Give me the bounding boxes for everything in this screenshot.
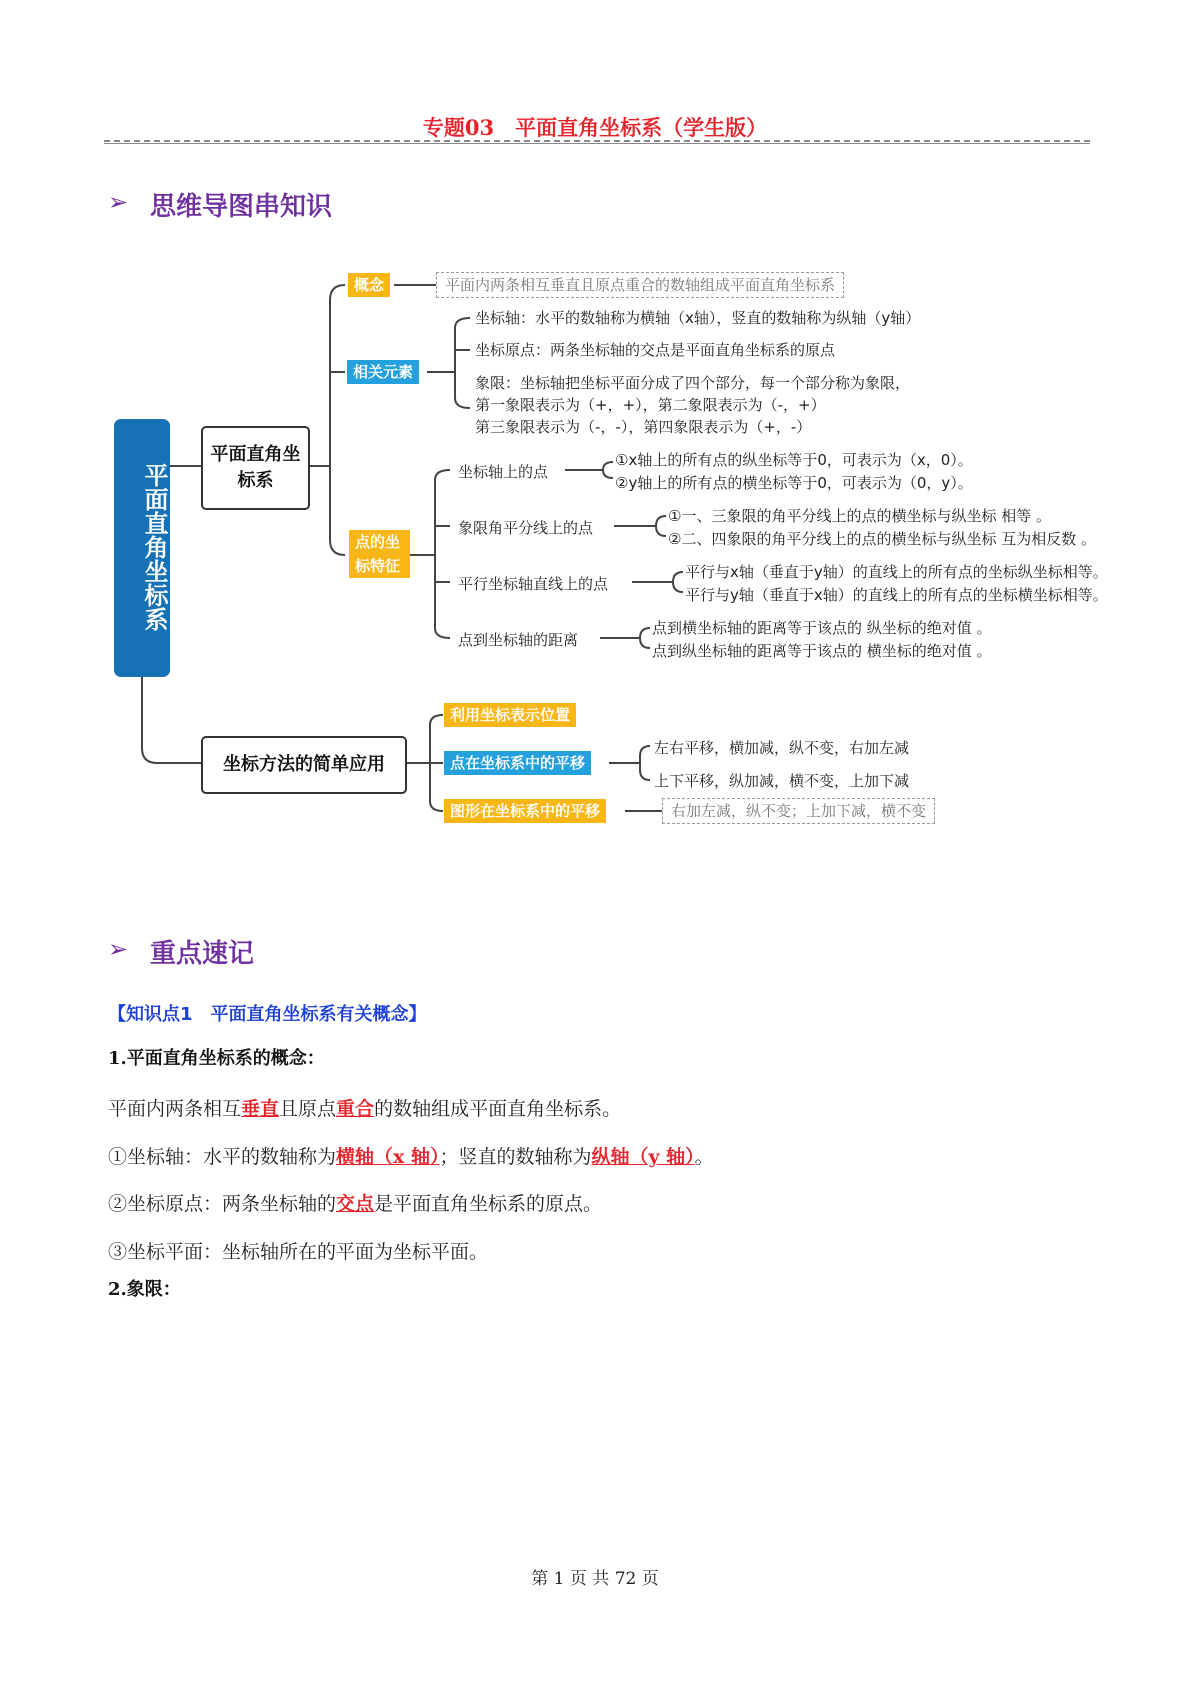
mindmap-box-coordinate-system: 平面直角坐标系 bbox=[201, 426, 310, 510]
mindmap-box-applications: 坐标方法的简单应用 bbox=[201, 736, 407, 794]
feature-detail: ②二、四象限的角平分线上的点的横坐标与纵坐标 互为相反数 。 bbox=[668, 530, 1096, 548]
tag-related-elements: 相关元素 bbox=[347, 360, 419, 384]
feature-detail: ①x轴上的所有点的纵坐标等于0，可表示为（x，0）。 bbox=[615, 451, 973, 469]
plane-sentence: ③坐标平面：坐标轴所在的平面为坐标平面。 bbox=[108, 1241, 489, 1263]
tag-app-position: 利用坐标表示位置 bbox=[444, 703, 576, 727]
feature-name: 点到坐标轴的距离 bbox=[458, 631, 579, 649]
feature-detail: 平行与x轴（垂直于y轴）的直线上的所有点的坐标纵坐标相等。 bbox=[685, 563, 1108, 581]
text: ②坐标原点：两条坐标轴的 bbox=[108, 1193, 337, 1215]
feature-detail: 平行与y轴（垂直于x轴）的直线上的所有点的坐标横坐标相等。 bbox=[685, 586, 1108, 604]
element-quadrant-2: 第一象限表示为（+，+），第二象限表示为（-，+） bbox=[475, 396, 826, 414]
concept-definition: 平面内两条相互垂直且原点重合的数轴组成平面直角坐标系 bbox=[436, 272, 844, 298]
tag-app-point-translation: 点在坐标系中的平移 bbox=[444, 751, 591, 775]
feature-detail: 点到横坐标轴的距离等于该点的 纵坐标的绝对值 。 bbox=[652, 619, 992, 637]
highlight-intersection: 交点 bbox=[336, 1193, 375, 1215]
element-axis: 坐标轴：水平的数轴称为横轴（x轴），竖直的数轴称为纵轴（y轴） bbox=[475, 309, 921, 327]
element-quadrant-1: 象限：坐标轴把坐标平面分成了四个部分，每一个部分称为象限， bbox=[475, 374, 911, 392]
text: 平面内两条相互 bbox=[108, 1098, 242, 1120]
tag-app-shape-translation: 图形在坐标系中的平移 bbox=[444, 799, 606, 823]
highlight-x-axis: 横轴（x 轴） bbox=[336, 1146, 440, 1168]
highlight-perpendicular: 垂直 bbox=[241, 1098, 280, 1120]
axis-sentence bbox=[108, 1142, 714, 1169]
subheading-quadrant: 2.象限： bbox=[108, 1279, 181, 1300]
app-translation-rule: 左右平移，横加减，纵不变，右加左减 bbox=[654, 739, 910, 757]
text: 的数轴组成平面直角坐标系。 bbox=[374, 1098, 622, 1120]
origin-sentence bbox=[108, 1189, 602, 1216]
text: ①坐标轴：水平的数轴称为 bbox=[108, 1146, 337, 1168]
app-shape-translation-rule: 右加左减，纵不变；上加下减，横不变 bbox=[662, 798, 935, 824]
highlight-coincide: 重合 bbox=[336, 1098, 375, 1120]
page-footer: 第 1 页 共 72 页 bbox=[531, 1569, 659, 1589]
tag-point-features: 点的坐标特征 bbox=[349, 530, 410, 578]
document-title: 专题03 平面直角坐标系（学生版） bbox=[422, 115, 768, 140]
section-heading-mindmap: 思维导图串知识 bbox=[150, 192, 333, 222]
knowledge-point-title: 【知识点1 平面直角坐标系有关概念】 bbox=[108, 1004, 427, 1025]
element-origin: 坐标原点：两条坐标轴的交点是平面直角坐标系的原点 bbox=[475, 341, 836, 359]
element-quadrant-3: 第三象限表示为（-，-），第四象限表示为（+，-） bbox=[475, 418, 812, 436]
feature-name: 象限角平分线上的点 bbox=[458, 519, 594, 537]
feature-detail: 点到纵坐标轴的距离等于该点的 横坐标的绝对值 。 bbox=[652, 642, 992, 660]
highlight-y-axis: 纵轴（y 轴） bbox=[591, 1146, 695, 1168]
feature-detail: ①一、三象限的角平分线上的点的横坐标与纵坐标 相等 。 bbox=[668, 507, 1051, 525]
feature-detail: ②y轴上的所有点的横坐标等于0，可表示为（0，y）。 bbox=[615, 474, 973, 492]
tag-concept: 概念 bbox=[348, 273, 390, 297]
subheading-concept: 1.平面直角坐标系的概念： bbox=[108, 1048, 325, 1069]
text: 是平面直角坐标系的原点。 bbox=[374, 1193, 603, 1215]
feature-name: 平行坐标轴直线上的点 bbox=[458, 575, 609, 593]
app-translation-rule: 上下平移，纵加减，横不变，上加下减 bbox=[654, 772, 910, 790]
feature-name: 坐标轴上的点 bbox=[458, 463, 549, 481]
concept-sentence bbox=[108, 1094, 621, 1121]
text: 。 bbox=[694, 1146, 714, 1168]
section-arrow-icon: ➢ bbox=[108, 935, 129, 963]
mindmap-root-label: 平面直角坐标系 bbox=[140, 463, 168, 631]
mindmap-root bbox=[114, 419, 170, 677]
section-arrow-icon: ➢ bbox=[108, 188, 129, 216]
text: ；竖直的数轴称为 bbox=[439, 1146, 592, 1168]
text: 且原点 bbox=[279, 1098, 337, 1120]
section-heading-keypoints: 重点速记 bbox=[150, 939, 255, 969]
